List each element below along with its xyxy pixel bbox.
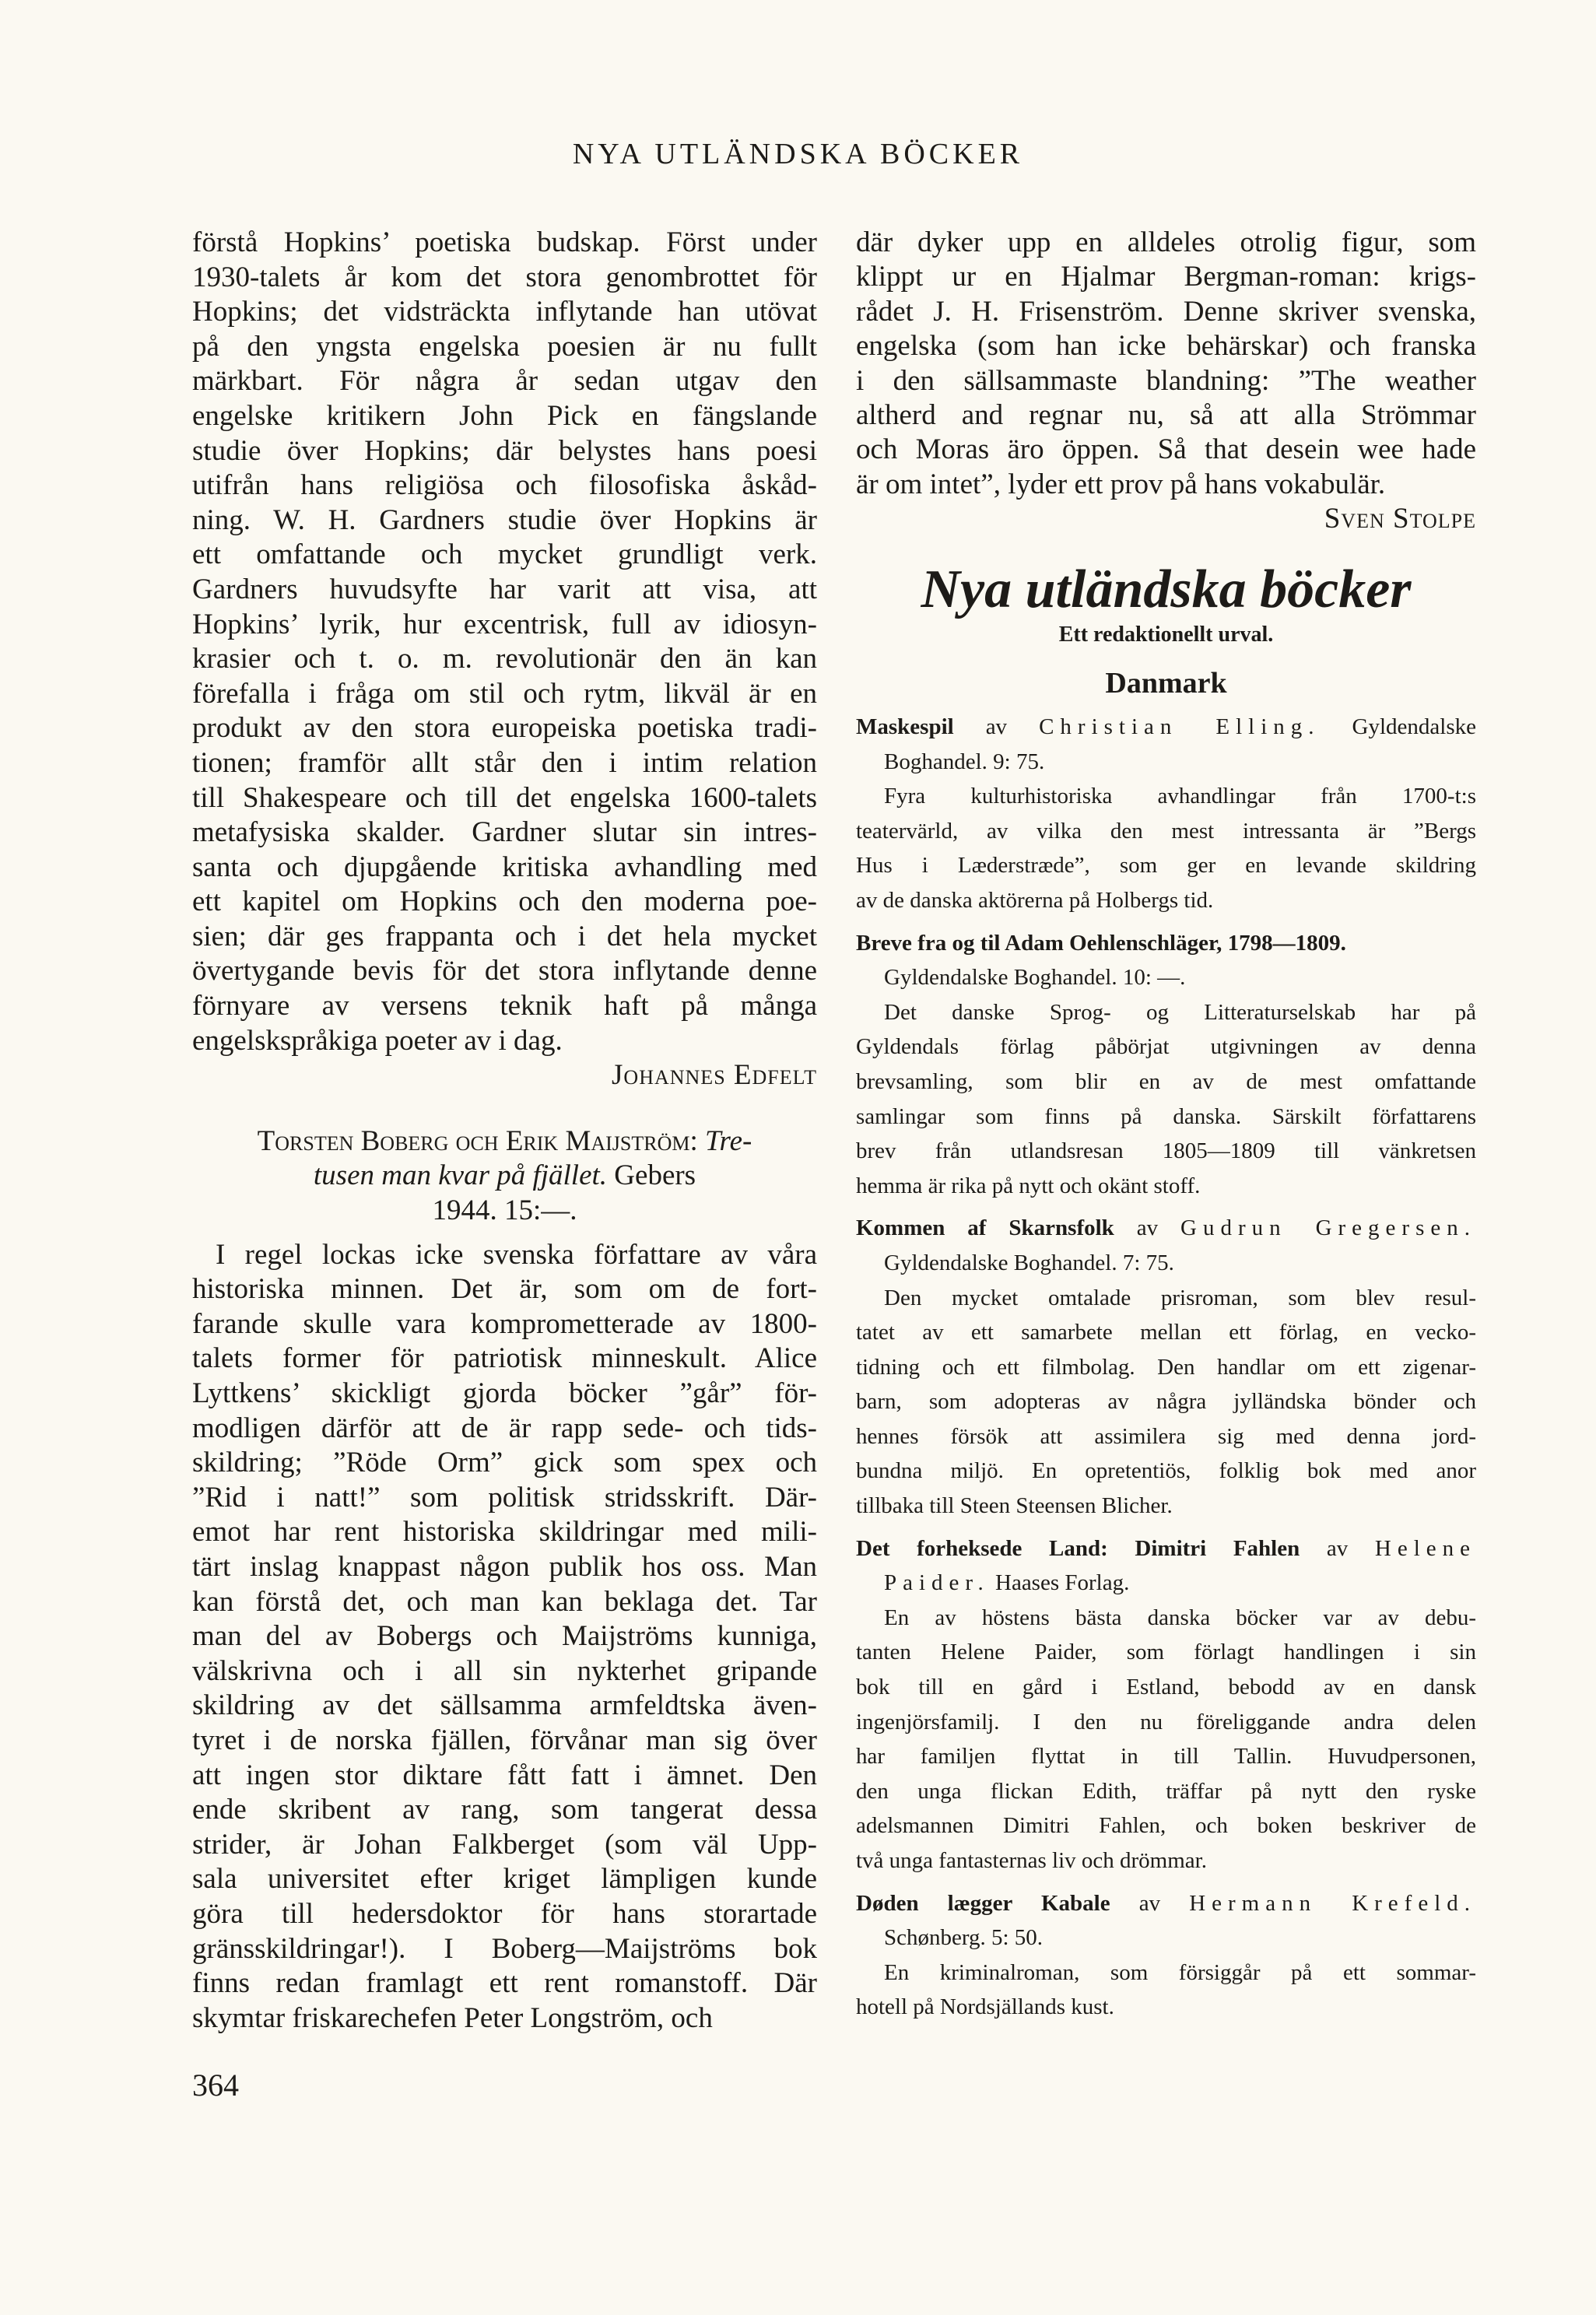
- text-line: i den sällsammaste blandning: ”The weather: [856, 364, 1476, 397]
- text-line: emot har rent historiska skildringar med mili-: [192, 1516, 817, 1549]
- description-line: har familjen flyttat in till Tallin. Huvudpersonen,: [856, 1744, 1476, 1770]
- paragraph-hopkins-review: [192, 226, 817, 1058]
- description-line: den unga flickan Edith, träffar på nytt den ryske: [856, 1778, 1476, 1804]
- text-line: modligen därför att de är rapp sede- och tids-: [192, 1412, 817, 1444]
- by-label: av: [985, 714, 1008, 739]
- text-line: farande skulle vara komprometterade av 1800-: [192, 1307, 817, 1340]
- text-line: santa och djupgående kritiska avhandling med: [192, 851, 817, 883]
- signature-johannes-edfelt: Johannes Edfelt: [612, 1059, 817, 1092]
- text-line: 1930-talets år kom det stora genombrottet för: [192, 261, 817, 293]
- text-line: man del av Bobergs och Maijströms kunniga,: [192, 1620, 817, 1653]
- book-author: Helene: [1374, 1535, 1476, 1561]
- entry-heading-line: [856, 926, 1476, 961]
- book-list: [856, 710, 1476, 2033]
- text-line: förstå Hopkins’ poetiska budskap. Först under: [192, 226, 817, 258]
- text-line: Lyttkens’ skickligt gjorda böcker ”går” för-: [192, 1377, 817, 1409]
- text-line: ning. W. H. Gardners studie över Hopkins är: [192, 503, 817, 536]
- publication-info: Haases Forlag.: [995, 1570, 1130, 1596]
- description-line: Hus i Læderstræde”, som ger en levande skildring: [856, 853, 1476, 879]
- description-line: bundna miljö. En opretentiös, folklig bok med anor: [856, 1458, 1476, 1484]
- publication-info: Gyldendalske Boghandel. 7: 75.: [884, 1250, 1174, 1275]
- text-line: altherd and regnar nu, så att alla Strömmar: [856, 398, 1476, 431]
- description-line: brev från utlandsresan 1805—1809 till vänkretsen: [856, 1138, 1476, 1164]
- text-line: övertygande bevis för det stora inflytande denne: [192, 955, 817, 987]
- paragraph-review-continuation: [856, 226, 1476, 502]
- text-line: märkbart. För några år sedan utgav den: [192, 365, 817, 398]
- entry-publication-line: [856, 745, 1476, 780]
- by-label: av: [1326, 1535, 1349, 1561]
- entry-heading-line: [856, 710, 1476, 745]
- description-line: En kriminalroman, som försiggår på ett sommar-: [884, 1959, 1476, 1985]
- text-line: skildring; ”Röde Orm” gick som spex och: [192, 1447, 817, 1479]
- text-line: produkt av den stora europeiska poetiska tradi-: [192, 712, 817, 745]
- text-line: ett kapitel om Hopkins och den moderna poe-: [192, 886, 817, 918]
- country-heading: Danmark: [1105, 667, 1227, 700]
- text-line: tärt inslag knappast någon publik hos oss. Man: [192, 1550, 817, 1583]
- text-line: Hopkins; det vidsträckta inflytande han utövat: [192, 296, 817, 328]
- text-line: klippt ur en Hjalmar Bergman-roman: krigs-: [856, 261, 1476, 293]
- book-author: Hermann Krefeld.: [1189, 1890, 1477, 1916]
- book-author: Gudrun Gregersen.: [1180, 1215, 1476, 1241]
- text-line: studie över Hopkins; där belystes hans poesi: [192, 434, 817, 467]
- text-line: strider, är Johan Falkberget (som väl Upp-: [192, 1828, 817, 1861]
- description-line: bok till en gård i Estland, bebodd av en dansk: [856, 1675, 1476, 1700]
- book-entry: [856, 1886, 1476, 2025]
- description-line: två unga fantasternas liv och drömmar.: [856, 1848, 1207, 1873]
- text-line: där dyker upp en alldeles otrolig figur, som: [856, 226, 1476, 258]
- publication-info: Schønberg. 5: 50.: [884, 1925, 1044, 1951]
- book-entry: [856, 1211, 1476, 1523]
- description-line: Gyldendals förlag påbörjat utgivningen av denna: [856, 1034, 1476, 1060]
- description-line: brevsamling, som blir en av de mest omfattande: [856, 1068, 1476, 1094]
- entry-heading-line: [856, 1531, 1476, 1566]
- description-line: adelsmannen Dimitri Fahlen, och boken beskriver de: [856, 1813, 1476, 1839]
- description-line: tidning och ett filmbolag. Den handlar om ett zigenar-: [856, 1354, 1476, 1380]
- text-line: välskrivna och i all sin nykterhet gripande: [192, 1654, 817, 1687]
- book-entry: [856, 926, 1476, 1204]
- description-line: hotell på Nordsjällands kust.: [856, 1994, 1114, 2020]
- entry-publication-line: [856, 1920, 1476, 1955]
- description-line: En av höstens bästa danska böcker var av debu-: [884, 1605, 1476, 1630]
- text-line: förefalla i fråga om stil och rytm, likväl är en: [192, 677, 817, 710]
- text-line: Gardners huvudsyfte har varit att visa, att: [192, 573, 817, 605]
- text-line: finns redan framlagt ett rent romanstoff. Där: [192, 1967, 817, 2000]
- text-line: talets former för patriotisk minneskult. Alice: [192, 1342, 817, 1375]
- description-line: samlingar som finns på danska. Särskilt författarens: [856, 1103, 1476, 1129]
- description-line: Den mycket omtalade prisroman, som blev resul-: [884, 1285, 1476, 1310]
- entry-publication-line: [856, 960, 1476, 995]
- book-title: Breve fra og til Adam Oehlenschläger, 1798—1809.: [856, 930, 1346, 956]
- book-title: Kommen af Skarnsfolk: [856, 1215, 1114, 1241]
- running-head: NYA UTLÄNDSKA BÖCKER: [572, 138, 1024, 170]
- review-publisher: Gebers: [614, 1159, 696, 1192]
- book-title: Døden lægger Kabale: [856, 1890, 1110, 1916]
- description-line: hemma är rika på nytt och okänt stoff.: [856, 1173, 1201, 1198]
- text-line: förnyare av versens teknik haft på många: [192, 990, 817, 1022]
- review-heading: [192, 1124, 817, 1229]
- book-title: Det forheksede Land: Dimitri Fahlen: [856, 1535, 1300, 1561]
- text-line: ”Rid i natt!” som politisk stridsskrift. Där-: [192, 1481, 817, 1514]
- text-line: tyret i de norska fjällen, förvånar man sig över: [192, 1724, 817, 1756]
- text-line: historiska minnen. Det är, som om de fort-: [192, 1273, 817, 1306]
- entry-heading-line: [856, 1886, 1476, 1921]
- by-label: av: [1138, 1890, 1161, 1916]
- description-line: av de danska aktörerna på Holbergs tid.: [856, 887, 1214, 913]
- text-line: göra till hedersdoktor för hans storartade: [192, 1897, 817, 1930]
- description-line: ingenjörsfamilj. I den nu föreliggande andra delen: [856, 1709, 1476, 1734]
- left-column: [192, 226, 817, 2036]
- text-line: kan förstå det, och man kan beklaga det. Tar: [192, 1585, 817, 1618]
- text-line: tionen; framför allt står den i intim relation: [192, 746, 817, 779]
- review-authors: Torsten Boberg och Erik Maijström:: [257, 1124, 698, 1157]
- description-line: tillbaka till Steen Steensen Blicher.: [856, 1493, 1173, 1519]
- book-entry: [856, 1531, 1476, 1878]
- text-line: engelska (som han icke behärskar) och franska: [856, 330, 1476, 363]
- review-year-price: 1944. 15:—.: [432, 1194, 577, 1227]
- description-line: tanten Helene Paider, som förlagt handlingen i sin: [856, 1640, 1476, 1665]
- section-subtitle: Ett redaktionellt urval.: [1058, 623, 1274, 647]
- text-line: och Moras äro öppen. Så that desein wee hade: [856, 433, 1476, 466]
- entry-publication-line: [856, 1566, 1476, 1601]
- text-line: sien; där ges frappanta och i det hela mycket: [192, 920, 817, 952]
- review-title-part-2: tusen man kvar på fjället.: [313, 1159, 608, 1192]
- text-line: skildring av det sällsamma armfeldtska även-: [192, 1689, 817, 1722]
- text-line: på den yngsta engelska poesien är nu fullt: [192, 330, 817, 363]
- text-line: utifrån hans religiösa och filosofiska åskåd-: [192, 469, 817, 502]
- paragraph-boberg-review: [192, 1238, 817, 2036]
- text-line: skymtar friskarechefen Peter Longström, och: [192, 2001, 713, 2034]
- text-line: metafysiska skalder. Gardner slutar sin intres-: [192, 816, 817, 849]
- description-line: tatet av ett samarbete mellan ett förlag, en vecko-: [856, 1320, 1476, 1345]
- text-line: till Shakespeare och till det engelska 1600-talets: [192, 781, 817, 814]
- book-author-cont: Paider.: [884, 1570, 990, 1596]
- book-publisher: Gyldendalske: [1352, 714, 1476, 739]
- section-title: Nya utländska böcker: [921, 559, 1412, 619]
- publication-info: Gyldendalske Boghandel. 10: —.: [884, 965, 1186, 991]
- text-line: är om intet”, lyder ett prov på hans vokabulär.: [856, 468, 1386, 500]
- description-line: Fyra kulturhistoriska avhandlingar från 1700-t:s: [884, 784, 1476, 809]
- description-line: Det danske Sprog- og Litteraturselskab har på: [884, 999, 1476, 1025]
- text-line: sala universitet efter kriget lämpligen kunde: [192, 1863, 817, 1896]
- entry-publication-line: [856, 1246, 1476, 1281]
- entry-heading-line: [856, 1211, 1476, 1246]
- text-line: I regel lockas icke svenska författare av våra: [216, 1238, 817, 1271]
- text-line: gränsskildringar!). I Boberg—Maijströms bok: [192, 1932, 817, 1965]
- description-line: teatervärld, av vilka den mest intressanta är ”Bergs: [856, 818, 1476, 844]
- book-author: Christian Elling.: [1039, 714, 1321, 739]
- text-line: att ingen stor diktare fått fatt i ämnet. Den: [192, 1759, 817, 1791]
- text-line: ett omfattande och mycket grundligt verk.: [192, 538, 817, 571]
- text-line: krasier och t. o. m. revolutionär den än kan: [192, 643, 817, 675]
- text-line: rådet J. H. Frisenström. Denne skriver svenska,: [856, 295, 1476, 328]
- text-line: Hopkins’ lyrik, hur excentrisk, full av idiosyn-: [192, 608, 817, 640]
- publication-info: Boghandel. 9: 75.: [884, 749, 1045, 774]
- page-number: 364: [192, 2068, 239, 2103]
- review-title-part-1: Tre-: [705, 1124, 752, 1157]
- book-entry: [856, 710, 1476, 918]
- text-line: engelskspråkiga poeter av i dag.: [192, 1024, 563, 1057]
- text-line: engelske kritikern John Pick en fängslande: [192, 399, 817, 432]
- right-column: [856, 226, 1476, 537]
- description-line: hennes försök att assimilera sig med denna jord-: [856, 1423, 1476, 1449]
- signature-sven-stolpe: Sven Stolpe: [1324, 503, 1476, 535]
- description-line: barn, som adopteras av några jylländska bönder och: [856, 1389, 1476, 1415]
- book-title: Maskespil: [856, 714, 954, 739]
- by-label: av: [1136, 1215, 1159, 1241]
- text-line: ende skribent av rang, som tangerat dessa: [192, 1794, 817, 1826]
